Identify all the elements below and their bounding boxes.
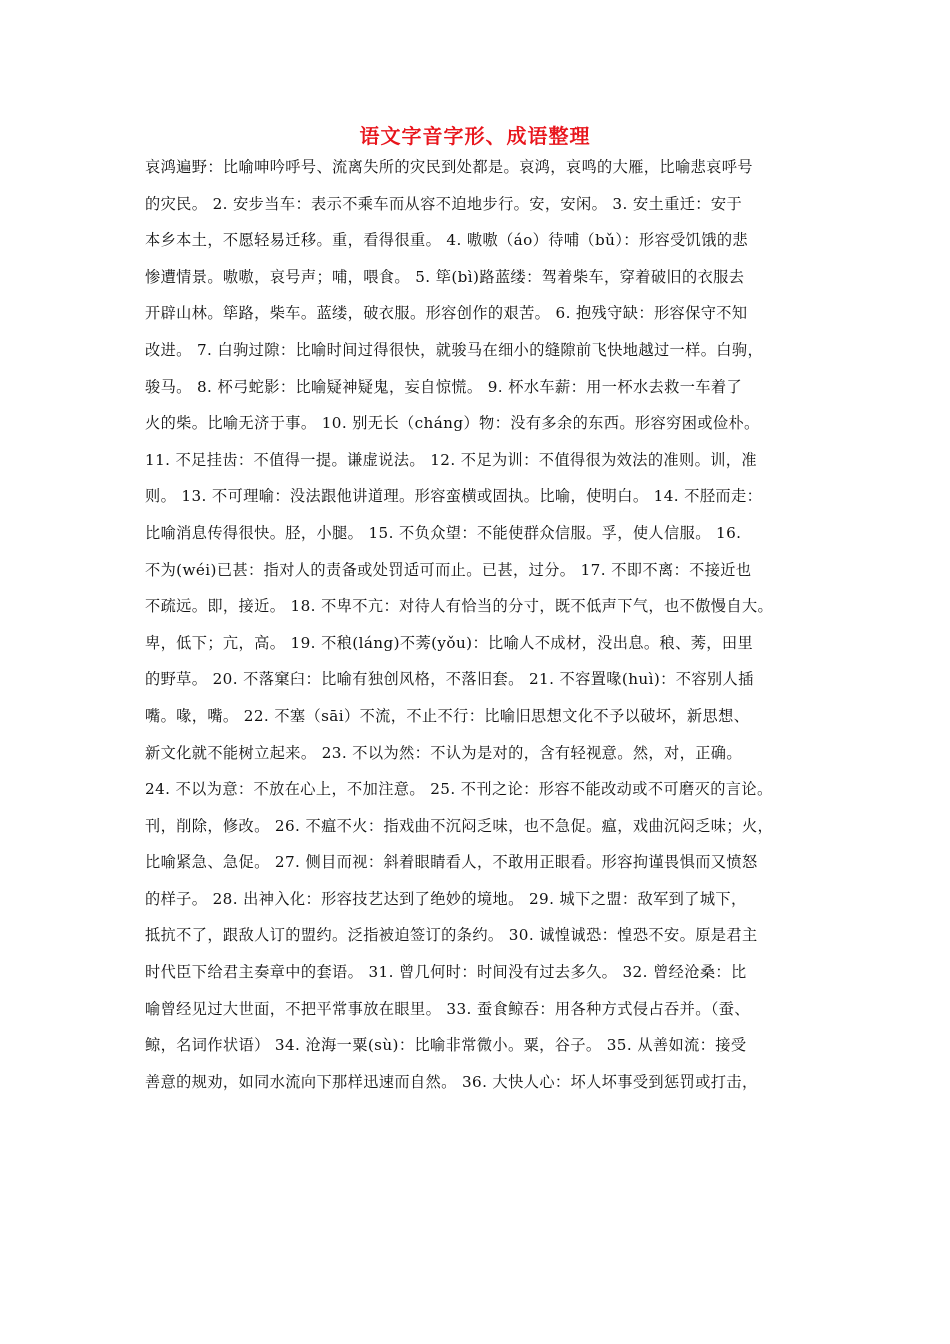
body-line: 哀鸿遍野：比喻呻吟呼号、流离失所的灾民到处都是。哀鸿，哀鸣的大雁，比喻悲哀呼号	[145, 158, 753, 176]
body-line: 本乡本土，不愿轻易迁移。重，看得很重。 4. 嗷嗷（áo）待哺（bǔ）：形容受饥饿的悲	[145, 231, 749, 250]
body-line: 的样子。 28. 出神入化：形容技艺达到了绝妙的境地。 29. 城下之盟：敌军到了城下，	[145, 889, 747, 908]
body-line: 11. 不足挂齿：不值得一提。谦虚说法。 12. 不足为训：不值得很为效法的准则。训，准	[145, 450, 757, 469]
document-title: 语文字音字形、成语整理	[359, 124, 591, 148]
body-line: 24. 不以为意：不放在心上，不加注意。 25. 不刊之论：形容不能改动或不可磨灭的言论。	[145, 780, 773, 799]
body-line: 比喻消息传得很快。胫，小腿。 15. 不负众望：不能使群众信服。孚，使人信服。 16.	[145, 523, 742, 542]
body-line: 的灾民。 2. 安步当车：表示不乘车而从容不迫地步行。安，安闲。 3. 安土重迁：安于	[145, 194, 743, 213]
body-line: 不疏远。即，接近。 18. 不卑不亢：对待人有恰当的分寸，既不低声下气，也不傲慢自大。	[145, 597, 774, 616]
body-line: 抵抗不了，跟敌人订的盟约。泛指被迫签订的条约。 30. 诚惶诚恐：惶恐不安。原是君主	[145, 926, 758, 945]
body-line: 惨遭情景。嗷嗷，哀号声；哺，喂食。 5. 筚(bì)路蓝缕：驾着柴车，穿着破旧的衣服去	[145, 267, 745, 286]
body-line: 的野草。 20. 不落窠臼：比喻有独创风格，不落旧套。 21. 不容置喙(huì)：不容别人插	[145, 670, 754, 689]
body-line: 则。 13. 不可理喻：没法跟他讲道理。形容蛮横或固执。比喻，使明白。 14. 不胫而走：	[145, 487, 763, 506]
body-line: 时代臣下给君主奏章中的套语。 31. 曾几何时：时间没有过去多久。 32. 曾经沧桑：比	[145, 963, 747, 982]
body-line: 改进。 7. 白驹过隙：比喻时间过得很快，就骏马在细小的缝隙前飞快地越过一样。白驹，	[145, 340, 764, 359]
body-line: 善意的规劝，如同水流向下那样迅速而自然。 36. 大快人心：坏人坏事受到惩罚或打击，	[145, 1072, 758, 1091]
body-line: 骏马。 8. 杯弓蛇影：比喻疑神疑鬼，妄自惊慌。 9. 杯水车薪：用一杯水去救一车着了	[145, 377, 743, 396]
body-line: 嘴。喙，嘴。 22. 不塞（sāi）不流，不止不行：比喻旧思想文化不予以破坏，新思想、	[145, 706, 750, 725]
body-line: 刊，削除，修改。 26. 不瘟不火：指戏曲不沉闷乏味，也不急促。瘟，戏曲沉闷乏味；火，	[145, 816, 774, 835]
body-line: 比喻紧急、急促。 27. 侧目而视：斜着眼睛看人，不敢用正眼看。形容拘谨畏惧而又愤怒	[145, 853, 758, 872]
body-line: 喻曾经见过大世面，不把平常事放在眼里。 33. 蚕食鲸吞：用各种方式侵占吞并。（蚕、	[145, 999, 750, 1018]
body-line: 开辟山林。筚路，柴车。蓝缕，破衣服。形容创作的艰苦。 6. 抱残守缺：形容保守不知	[145, 304, 748, 323]
body-line: 新文化就不能树立起来。 23. 不以为然：不认为是对的，含有轻视意。然，对，正确。	[145, 743, 742, 762]
body-line: 不为(wéi)已甚：指对人的责备或处罚适可而止。已甚，过分。 17. 不即不离：不接近也	[145, 560, 752, 579]
document-body	[145, 149, 815, 1100]
body-line: 鲸，名词作状语） 34. 沧海一粟(sù)：比喻非常微小。粟，谷子。 35. 从善如流：接受	[145, 1036, 747, 1055]
body-line: 卑，低下；亢，高。 19. 不稂(láng)不莠(yǒu)：比喻人不成材，没出息。稂、莠，田里	[145, 633, 754, 652]
body-line: 火的柴。比喻无济于事。 10. 别无长（cháng）物：没有多余的东西。形容穷困或俭朴。	[145, 414, 760, 433]
